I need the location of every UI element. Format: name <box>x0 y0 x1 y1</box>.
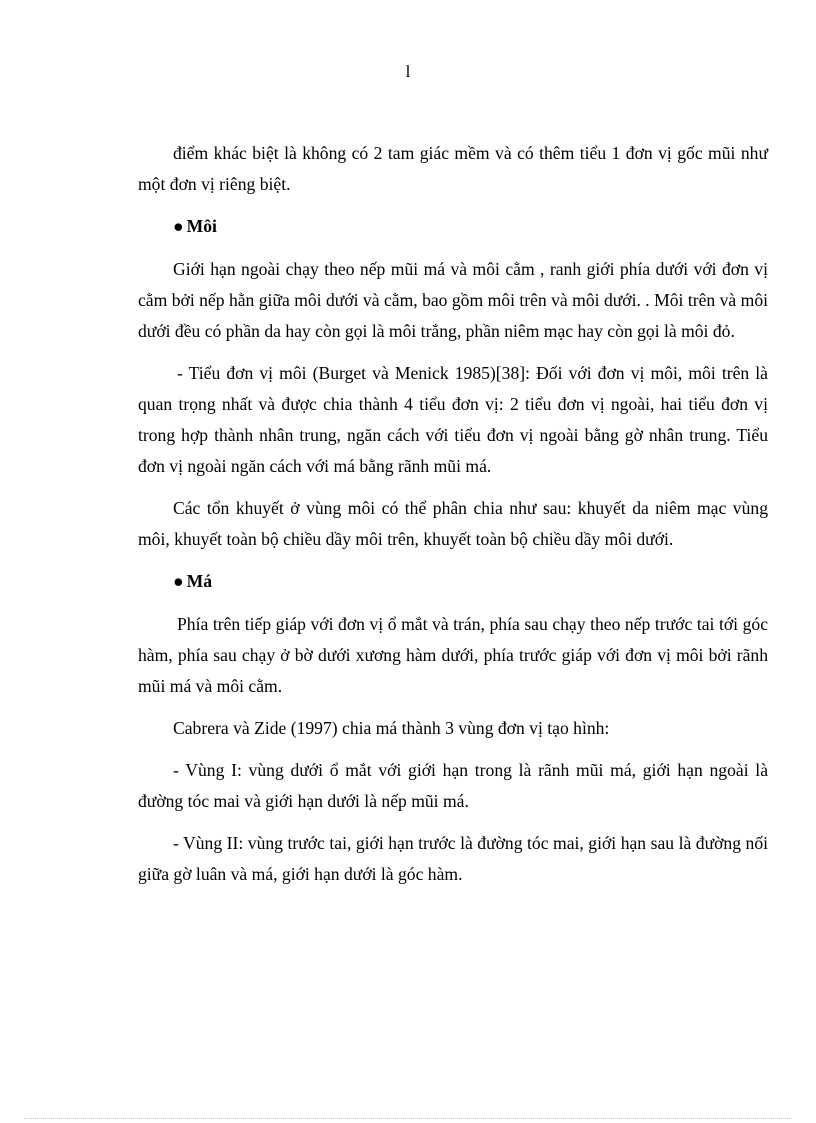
page-bottom-divider <box>24 1118 792 1119</box>
heading-cheek <box>173 566 768 597</box>
paragraph-cheek-zones-intro: Cabrera và Zide (1997) chia má thành 3 vùng đơn vị tạo hình: <box>173 718 610 738</box>
paragraph-lip-boundaries: Giới hạn ngoài chạy theo nếp mũi má và môi cằm , ranh giới phía dưới với đơn vị cằm bởi nếp hằn giữa môi dưới và cằm, bao gồm môi trên và môi dưới. . Môi trên và môi dưới đều có phần da hay còn gọi là môi trắng, phần niêm mạc hay còn gọi là môi đỏ. <box>138 259 768 341</box>
paragraph-lip-subunits: - Tiểu đơn vị môi (Burget và Menick 1985)[38]: Đối với đơn vị môi, môi trên là quan trọng nhất và được chia thành 4 tiểu đơn vị: 2 tiểu đơn vị ngoài, hai tiểu đơn vị trong hợp thành nhân trung, ngăn cách với tiểu đơn vị ngoài bằng gờ nhân trung. Tiểu đơn vị ngoài ngăn cách với má bằng rãnh mũi má. <box>138 363 768 476</box>
paragraph-nose-subunit: điểm khác biệt là không có 2 tam giác mềm và có thêm tiểu 1 đơn vị gốc mũi như một đơn vị riêng biệt. <box>138 143 768 194</box>
bullet-icon: ● <box>173 571 184 591</box>
heading-lip <box>173 211 768 242</box>
paragraph-cheek-zone-2: - Vùng II: vùng trước tai, giới hạn trước là đường tóc mai, giới hạn sau là đường nối giữa gờ luân và má, giới hạn dưới là góc hàm. <box>138 833 768 884</box>
heading-lip-label: Môi <box>186 216 217 236</box>
paragraph-cheek-zone-1: - Vùng I: vùng dưới ổ mắt với giới hạn trong là rãnh mũi má, giới hạn ngoài là đường tóc mai và giới hạn dưới là nếp mũi má. <box>138 760 768 811</box>
paragraph-cheek-boundaries: Phía trên tiếp giáp với đơn vị ổ mắt và trán, phía sau chạy theo nếp trước tai tới góc hàm, phía sau chạy ở bờ dưới xương hàm dưới, phía trước giáp với đơn vị môi bởi rãnh mũi má và môi cằm. <box>138 614 768 696</box>
heading-cheek-label: Má <box>186 571 213 591</box>
paragraph-lip-defects: Các tổn khuyết ở vùng môi có thể phân chia như sau: khuyết da niêm mạc vùng môi, khuyết toàn bộ chiều dầy môi trên, khuyết toàn bộ chiều dầy môi dưới. <box>138 498 768 549</box>
bullet-icon: ● <box>173 216 184 236</box>
document-body <box>138 138 768 901</box>
page-number: l <box>405 62 411 81</box>
